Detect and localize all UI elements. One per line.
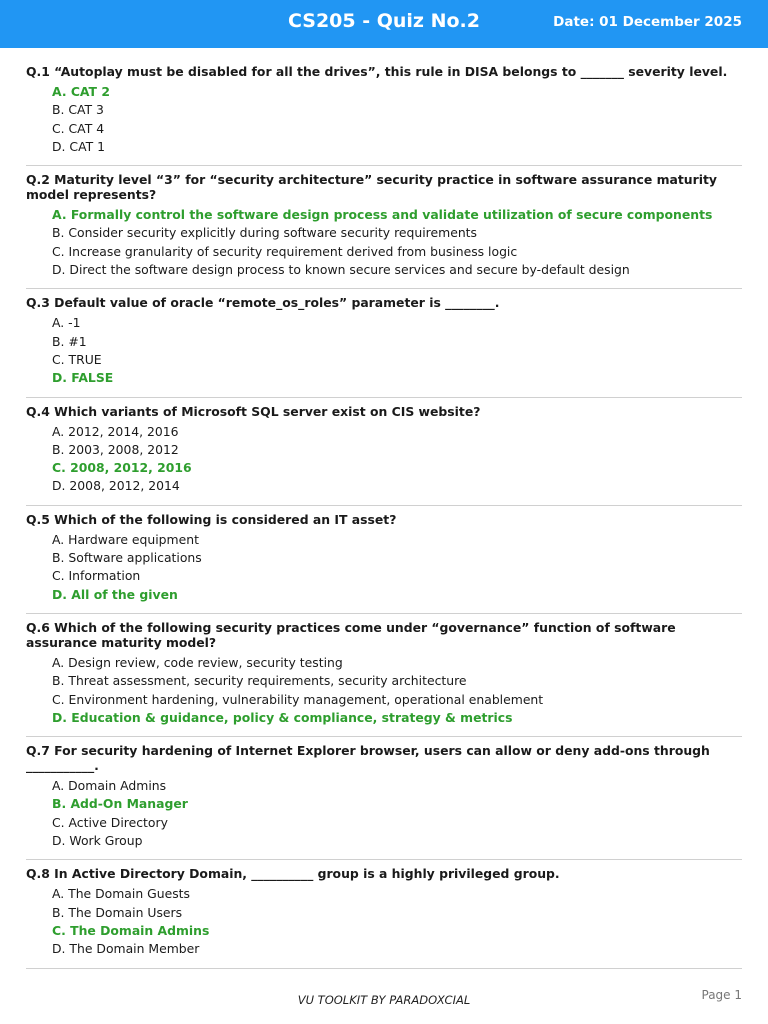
answer-option: B. Threat assessment, security requirements, security architecture: [52, 673, 467, 689]
answer-option: B. Consider security explicitly during software security requirements: [52, 225, 477, 241]
question-block: [26, 506, 742, 614]
answer-option: C. Active Directory: [52, 814, 168, 830]
question-block: [26, 614, 742, 737]
answer-option: A. Hardware equipment: [52, 531, 199, 547]
answer-option: D. The Domain Member: [52, 941, 200, 957]
question-list: [26, 58, 742, 969]
question-stem: Q.5 Which of the following is considered an IT asset?: [26, 511, 397, 527]
correct-answer-option: C. 2008, 2012, 2016: [52, 460, 192, 476]
quiz-date: Date: 01 December 2025: [553, 14, 742, 30]
question-stem: Q.1 “Autoplay must be disabled for all the drives”, this rule in DISA belongs to _______ severity level.: [26, 64, 728, 79]
correct-answer-option: A. Formally control the software design process and validate utilization of secure components: [52, 207, 713, 223]
answer-option: C. TRUE: [52, 351, 102, 367]
answer-option: A. Domain Admins: [52, 778, 167, 794]
correct-answer-option: A. CAT 2: [52, 84, 110, 99]
answer-option: D. Work Group: [52, 833, 143, 849]
footer-credit: VU TOOLKIT BY PARADOXCIAL: [297, 993, 471, 1007]
answer-option: A. -1: [52, 315, 81, 331]
answer-option: A. The Domain Guests: [52, 886, 190, 902]
answer-option: C. Information: [52, 568, 141, 584]
answer-option: D. Direct the software design process to known secure services and secure by-default design: [52, 262, 630, 278]
correct-answer-option: D. Education & guidance, policy & compliance, strategy & metrics: [52, 709, 513, 725]
correct-answer-option: D. All of the given: [52, 586, 178, 602]
question-stem: Q.6 Which of the following security practices come under “governance” function of software assurance maturity model?: [26, 619, 676, 650]
answer-option: B. 2003, 2008, 2012: [52, 441, 179, 457]
answer-option: C. Environment hardening, vulnerability management, operational enablement: [52, 691, 544, 707]
question-stem: Q.3 Default value of oracle “remote_os_roles” parameter is ________.: [26, 295, 500, 311]
question-block: [26, 58, 742, 166]
correct-answer-option: B. Add-On Manager: [52, 796, 188, 812]
question-stem: Q.8 In Active Directory Domain, __________ group is a highly privileged group.: [26, 866, 560, 882]
answer-option: A. Design review, code review, security testing: [52, 654, 343, 670]
question-block: [26, 860, 742, 968]
answer-option: D. CAT 1: [52, 138, 105, 154]
question-block: [26, 737, 742, 860]
correct-answer-option: C. The Domain Admins: [52, 922, 210, 938]
page-number: Page 1: [701, 988, 742, 1002]
answer-option: D. 2008, 2012, 2014: [52, 478, 180, 494]
answer-option: B. Software applications: [52, 550, 202, 566]
question-stem: Q.2 Maturity level “3” for “security architecture” security practice in software assurance maturity model represents?: [26, 172, 717, 203]
question-stem: Q.7 For security hardening of Internet Explorer browser, users can allow or deny add-ons through ___________.: [26, 743, 710, 774]
question-stem: Q.4 Which variants of Microsoft SQL server exist on CIS website?: [26, 403, 481, 419]
correct-answer-option: D. FALSE: [52, 370, 114, 386]
quiz-title: CS205 - Quiz No.2: [287, 10, 480, 32]
question-block: [26, 166, 742, 289]
question-block: [26, 398, 742, 506]
answer-option: A. 2012, 2014, 2016: [52, 423, 179, 439]
answer-option: B. CAT 3: [52, 102, 104, 118]
answer-option: B. The Domain Users: [52, 904, 183, 920]
page-header: [0, 0, 768, 48]
answer-option: C. Increase granularity of security requirement derived from business logic: [52, 243, 518, 259]
answer-option: C. CAT 4: [52, 120, 105, 136]
question-block: [26, 289, 742, 397]
answer-option: B. #1: [52, 333, 87, 349]
